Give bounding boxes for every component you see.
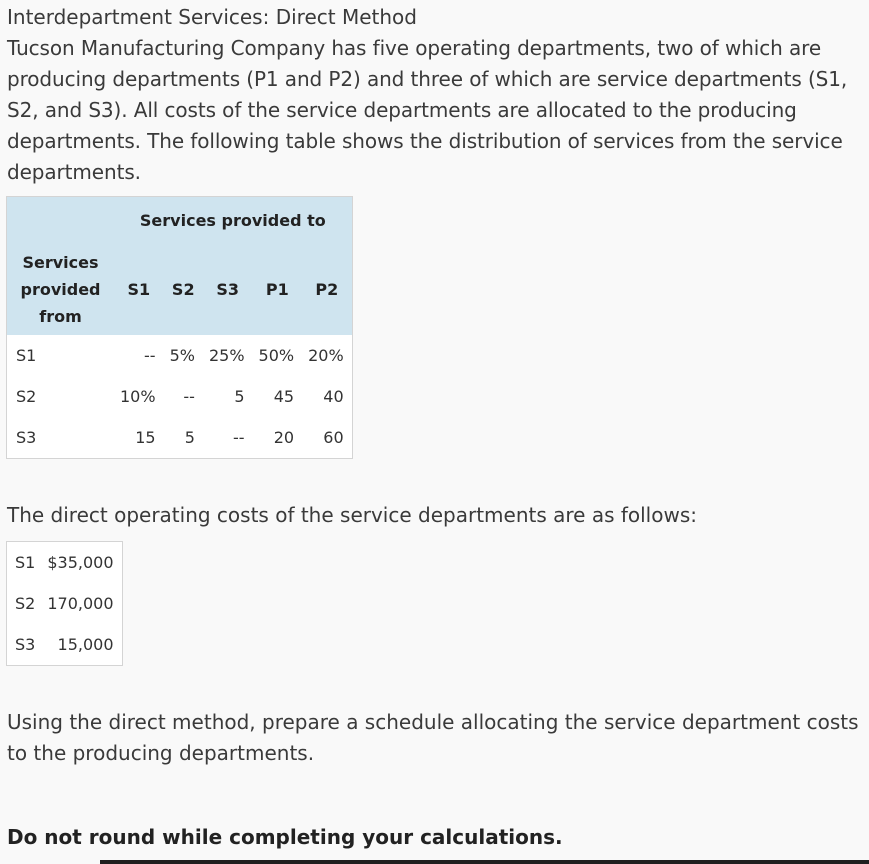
table-cell: -- [183, 387, 195, 406]
table-row [7, 335, 353, 376]
table-cell: 20 [273, 428, 295, 447]
row-label: S1 [16, 346, 37, 365]
table-row [7, 376, 353, 417]
table-cell: 25% [208, 346, 245, 365]
row-label: S2 [15, 594, 36, 613]
cost-value: 15,000 [57, 635, 114, 654]
column-header: S1 [114, 243, 164, 335]
column-header: S2 [164, 243, 203, 335]
table-row [7, 583, 123, 624]
cost-value: $35,000 [47, 553, 114, 572]
table-cell: 20% [308, 346, 344, 365]
table-cell: 40 [323, 387, 344, 406]
service-distribution-table [6, 196, 353, 459]
instruction-text: Using the direct method, prepare a schedule allocating the service department costs to the producing departments. [7, 710, 859, 765]
table-cell: 10% [120, 387, 156, 406]
table-cell: -- [144, 346, 156, 365]
table-cell: 5 [184, 428, 195, 447]
table-corner [7, 197, 115, 244]
services-provided-to-header: Services provided to [114, 197, 352, 244]
column-header: S3 [203, 243, 253, 335]
problem-text [7, 2, 865, 188]
problem-title: Interdepartment Services: Direct Method [7, 5, 417, 29]
table-row [7, 542, 123, 584]
bottom-divider [100, 860, 869, 864]
column-header: P1 [253, 243, 303, 335]
problem-intro: Tucson Manufacturing Company has five operating departments, two of which are producing departments (P1 and P2) and three of which are service departments (S1, S2, and S3). All costs of the service departments are allocated to the producing departments. The following table shows the distribution of services from the service departments. [7, 36, 848, 184]
cost-value: 170,000 [47, 594, 114, 613]
table-cell: -- [232, 428, 245, 447]
table-cell: 60 [323, 428, 344, 447]
row-label: S2 [16, 387, 37, 406]
direct-costs-table [6, 541, 123, 666]
row-label: S3 [16, 428, 37, 447]
services-provided-from-header: Services provided from [7, 243, 115, 335]
table-row [7, 417, 353, 459]
table-cell: 5% [169, 346, 195, 365]
table-cell: 5 [234, 387, 245, 406]
column-header: P2 [302, 243, 352, 335]
table-cell: 50% [258, 346, 295, 365]
row-label: S3 [15, 635, 36, 654]
rounding-note: Do not round while completing your calculations. [7, 825, 563, 849]
table-cell: 15 [135, 428, 156, 447]
costs-intro: The direct operating costs of the service departments are as follows: [7, 503, 697, 527]
table-row [7, 624, 123, 666]
table-cell: 45 [273, 387, 295, 406]
row-label: S1 [15, 553, 36, 572]
